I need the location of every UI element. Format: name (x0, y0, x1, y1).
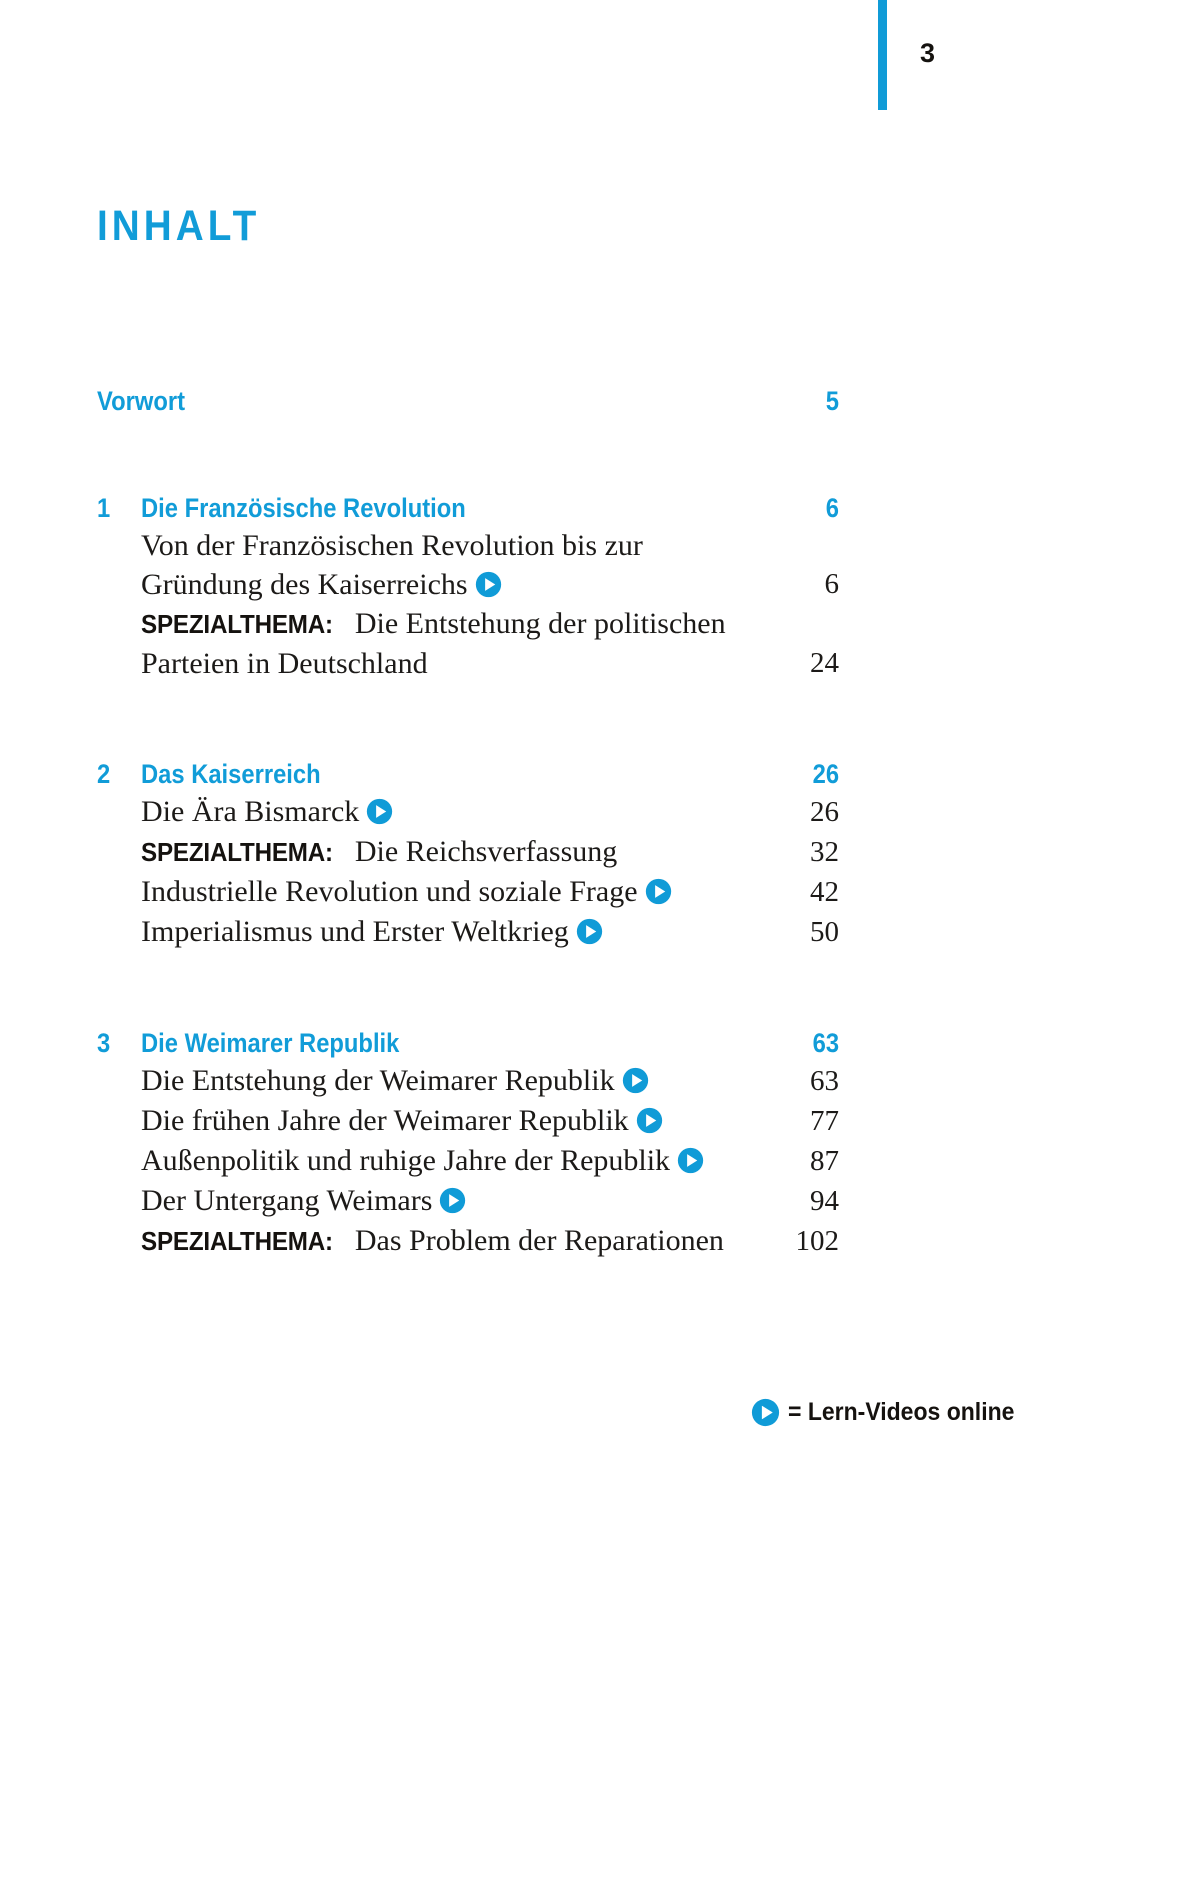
toc-entry-page: 6 (824, 568, 839, 600)
chapter-number: 1 (97, 493, 111, 523)
toc-entry-text: Imperialismus und Erster Weltkrieg (141, 915, 569, 948)
toc-entry-text-line2: Gründung des Kaiserreichs (141, 568, 468, 601)
toc-entry[interactable] (97, 872, 839, 912)
toc-entry[interactable] (97, 832, 839, 872)
toc-entry-vorwort[interactable] (97, 386, 839, 417)
toc-entry-label (97, 832, 810, 872)
toc-entry-text: Die Ära Bismarck (141, 795, 360, 828)
toc-entry[interactable] (97, 1101, 839, 1141)
chapter-list (97, 493, 839, 1261)
toc-entry-page: 77 (810, 1105, 839, 1137)
chapter-page: 26 (812, 759, 839, 789)
legend (0, 1398, 1182, 1427)
toc-entry[interactable] (97, 526, 839, 604)
play-circle-icon[interactable] (576, 918, 603, 945)
page-marker-bar (878, 0, 887, 110)
vorwort-label: Vorwort (97, 386, 185, 416)
chapter-block (97, 1028, 839, 1261)
toc-entry-text: Von der Französischen Revolution bis zur (141, 529, 643, 562)
page-title: INHALT (97, 202, 261, 250)
page-number-marker (878, 0, 935, 110)
toc-entry[interactable] (97, 604, 839, 683)
toc-content (97, 0, 839, 1261)
toc-entry-text: Das Problem der Reparationen (354, 1224, 724, 1257)
chapter-block (97, 759, 839, 952)
toc-entry-text: Die Entstehung der Weimarer Republik (141, 1064, 615, 1097)
toc-entry[interactable] (97, 1141, 839, 1181)
toc-entry-page: 63 (810, 1065, 839, 1097)
play-circle-icon[interactable] (475, 571, 502, 598)
play-circle-icon[interactable] (636, 1107, 663, 1134)
play-circle-icon[interactable] (439, 1187, 466, 1214)
toc-entry-label (97, 1141, 810, 1180)
toc-entry-label (97, 526, 825, 604)
play-circle-icon[interactable] (366, 798, 393, 825)
toc-entry-text: Der Untergang Weimars (141, 1184, 433, 1217)
chapter-heading[interactable] (97, 493, 839, 524)
special-topic-label: SPEZIALTHEMA: (141, 837, 333, 867)
toc-entry-text: Außenpolitik und ruhige Jahre der Republik (141, 1144, 671, 1177)
play-circle-icon (751, 1398, 780, 1427)
toc-entry-label (97, 1181, 810, 1220)
toc-entry[interactable] (97, 1061, 839, 1101)
chapter-page: 63 (812, 1028, 839, 1058)
chapter-number: 3 (97, 1028, 111, 1058)
toc-entry-label (97, 1221, 796, 1261)
special-topic-label: SPEZIALTHEMA: (141, 1226, 333, 1256)
chapter-number: 2 (97, 759, 111, 789)
toc-entry-label (97, 1101, 810, 1140)
toc-entry[interactable] (97, 1221, 839, 1261)
chapter-title: Das Kaiserreich (141, 759, 321, 789)
toc-entry-page: 42 (810, 876, 839, 908)
toc-entry-page: 102 (795, 1225, 839, 1257)
toc-entry-page: 87 (810, 1145, 839, 1177)
toc-entry-page: 24 (810, 647, 839, 679)
chapter-title: Die Französische Revolution (141, 493, 466, 523)
toc-entry-page: 26 (810, 796, 839, 828)
toc-entry-text: Industrielle Revolution und soziale Frage (141, 875, 638, 908)
toc-entry-label (97, 872, 810, 911)
chapter-heading[interactable] (97, 1028, 839, 1059)
chapter-title: Die Weimarer Republik (141, 1028, 400, 1058)
toc-entry-label (97, 604, 810, 683)
page-number: 3 (920, 38, 936, 68)
chapter-heading[interactable] (97, 759, 839, 790)
chapter-entries (97, 526, 839, 683)
toc-entry-label (97, 912, 810, 951)
toc-entry-page: 32 (810, 836, 839, 868)
play-circle-icon[interactable] (677, 1147, 704, 1174)
toc-entry-page: 94 (810, 1185, 839, 1217)
toc-entry-text: Die frühen Jahre der Weimarer Republik (141, 1104, 629, 1137)
special-topic-label: SPEZIALTHEMA: (141, 609, 333, 639)
toc-entry-text: Die Entstehung der politischen (354, 607, 726, 640)
chapter-entries (97, 1061, 839, 1261)
chapter-page: 6 (825, 493, 839, 523)
play-circle-icon[interactable] (645, 878, 672, 905)
toc-entry[interactable] (97, 912, 839, 952)
toc-entry-text: Die Reichsverfassung (354, 835, 618, 868)
chapter-entries (97, 792, 839, 952)
toc-entry-label (97, 1061, 810, 1100)
toc-entry[interactable] (97, 792, 839, 832)
toc-entry-text-line2: Parteien in Deutschland (141, 647, 428, 680)
toc-entry-page: 50 (810, 916, 839, 948)
play-circle-icon[interactable] (622, 1067, 649, 1094)
toc-entry-label (97, 792, 810, 831)
toc-entry[interactable] (97, 1181, 839, 1221)
legend-label: = Lern-Videos online (787, 1398, 1015, 1426)
chapter-block (97, 493, 839, 683)
vorwort-page: 5 (825, 386, 839, 416)
